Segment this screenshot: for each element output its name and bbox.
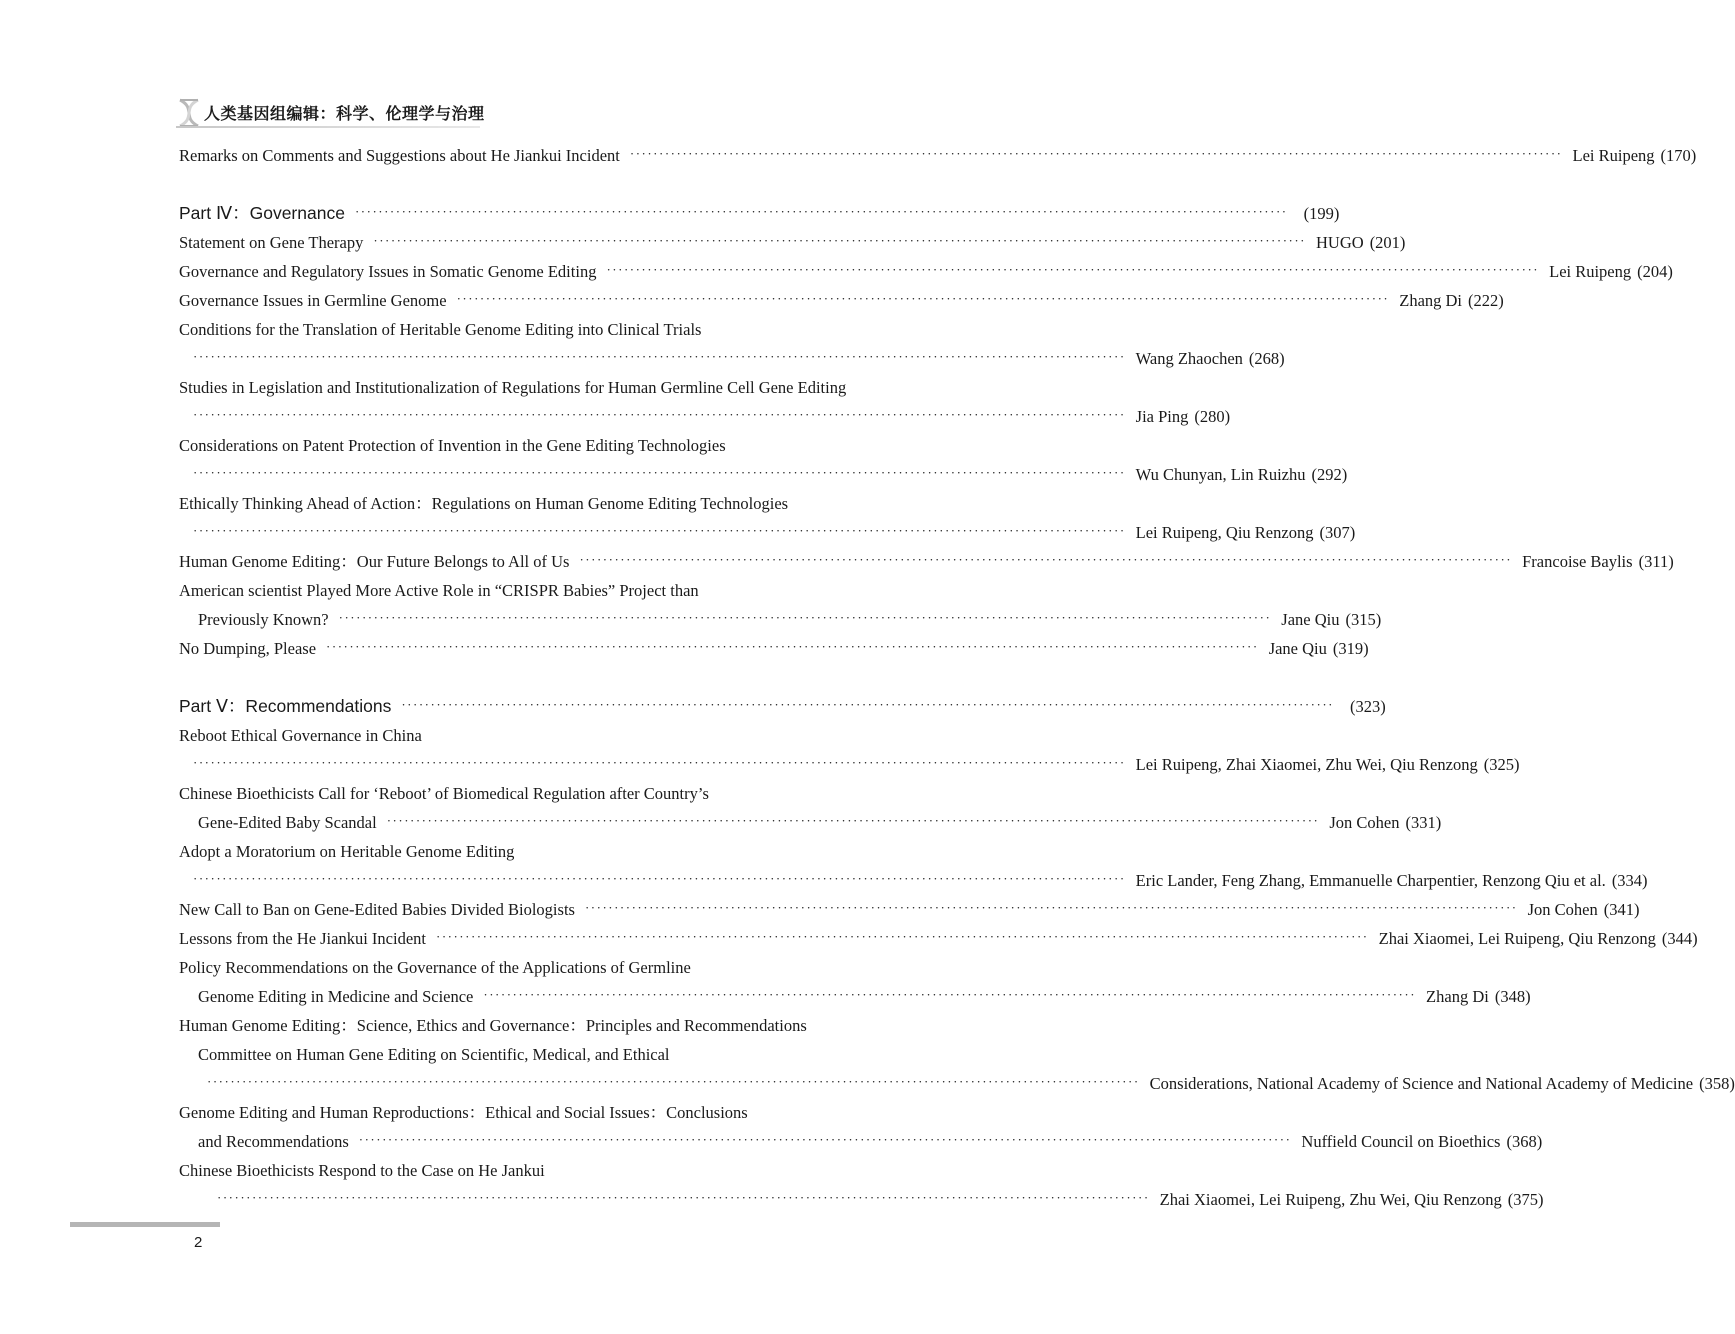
toc-part-heading[interactable]	[179, 199, 1340, 228]
entry-title: Conditions for the Translation of Heritable Genome Editing into Clinical Trials	[179, 320, 702, 339]
entry-page-number: (311)	[1638, 552, 1674, 571]
entry-page-number: (334)	[1611, 871, 1648, 890]
dot-leader: ································································································································································	[193, 871, 1126, 886]
dna-helix-icon	[176, 98, 202, 128]
toc-entry[interactable]	[179, 576, 932, 605]
entry-title: Remarks on Comments and Suggestions about He Jiankui Incident	[179, 146, 620, 165]
toc-entry[interactable]	[179, 547, 1674, 576]
toc-entry[interactable]	[179, 779, 932, 808]
dot-leader: ································································································································································	[354, 204, 1288, 219]
toc-entry[interactable]	[179, 1098, 932, 1127]
toc-entry[interactable]	[179, 518, 1356, 547]
dot-leader: ································································································································································	[217, 1190, 1150, 1205]
toc-entry[interactable]	[179, 228, 1406, 257]
entry-author: Jia Ping	[1135, 407, 1189, 426]
entry-page-number: (375)	[1507, 1190, 1544, 1209]
toc-part-heading[interactable]	[179, 692, 1386, 721]
entry-author: Zhang Di	[1426, 987, 1489, 1006]
toc-entry[interactable]	[179, 373, 932, 402]
entry-page-number: (222)	[1468, 291, 1504, 310]
dot-leader: ································································································································································	[386, 813, 1320, 828]
dot-leader: ································································································································································	[193, 523, 1126, 538]
entry-title: Governance Issues in Germline Genome	[179, 291, 447, 310]
toc-entry[interactable]	[179, 1156, 932, 1185]
toc-entry[interactable]	[179, 286, 1504, 315]
entry-title: Human Genome Editing：Science, Ethics and Governance：Principles and Recommendations	[179, 1016, 807, 1035]
dot-leader: ································································································································································	[401, 697, 1334, 712]
entry-title: Governance and Regulatory Issues in Somatic Genome Editing	[179, 262, 597, 281]
entry-title: No Dumping, Please	[179, 639, 317, 658]
dot-leader: ································································································································································	[326, 639, 1259, 654]
dot-leader: ································································································································································	[193, 349, 1126, 364]
entry-title: Studies in Legislation and Institutionalization of Regulations for Human Germline Cell Gene Editing	[179, 378, 847, 397]
entry-title: Committee on Human Gene Editing on Scientific, Medical, and Ethical	[198, 1045, 670, 1064]
toc-entry[interactable]	[179, 257, 1673, 286]
entry-author: Wang Zhaochen	[1135, 349, 1243, 368]
dot-leader: ································································································································································	[373, 233, 1307, 248]
dot-leader: ································································································································································	[193, 407, 1126, 422]
toc-entry[interactable]	[179, 953, 932, 982]
entry-title: Chinese Bioethicists Call for ‘Reboot’ of Biomedical Regulation after Country’s	[179, 784, 709, 803]
entry-page-number: (307)	[1319, 523, 1356, 542]
entry-page-number: (170)	[1660, 146, 1697, 165]
entry-author: Jane Qiu	[1268, 639, 1327, 658]
toc-entry[interactable]	[179, 1069, 1735, 1098]
entry-title: Genome Editing and Human Reproductions：Ethical and Social Issues：Conclusions	[179, 1103, 748, 1122]
entry-page-number: (341)	[1603, 900, 1640, 919]
entry-author: Zhai Xiaomei, Lei Ruipeng, Zhu Wei, Qiu Renzong	[1159, 1190, 1502, 1209]
entry-page-number: (292)	[1311, 465, 1348, 484]
toc-entry[interactable]	[179, 1040, 932, 1069]
entry-author: Zhang Di	[1399, 291, 1463, 310]
entry-page-number: (199)	[1303, 204, 1340, 223]
entry-page-number: (268)	[1248, 349, 1285, 368]
entry-page-number: (348)	[1494, 987, 1531, 1006]
entry-title: Policy Recommendations on the Governance of the Applications of Germline	[179, 958, 691, 977]
dot-leader: ································································································································································	[193, 755, 1126, 770]
dot-leader: ································································································································································	[358, 1132, 1292, 1147]
entry-page-number: (325)	[1483, 755, 1520, 774]
entry-author: Lei Ruipeng	[1572, 146, 1655, 165]
entry-page-number: (323)	[1350, 697, 1386, 716]
running-header-title: 人类基因组编辑：科学、伦理学与治理	[204, 104, 485, 123]
part-title: Part Ⅳ：Governance	[179, 203, 345, 223]
dot-leader: ································································································································································	[483, 987, 1417, 1002]
toc-entry[interactable]	[179, 460, 1348, 489]
toc-entry[interactable]	[179, 895, 1640, 924]
dot-leader: ································································································································································	[193, 465, 1126, 480]
entry-author: Zhai Xiaomei, Lei Ruipeng, Qiu Renzong	[1378, 929, 1656, 948]
dot-leader: ································································································································································	[435, 929, 1369, 944]
entry-page-number: (331)	[1405, 813, 1442, 832]
entry-title: New Call to Ban on Gene-Edited Babies Divided Biologists	[179, 900, 575, 919]
dot-leader: ································································································································································	[606, 262, 1540, 277]
toc-entry[interactable]	[179, 489, 932, 518]
page-number: 2	[194, 1234, 203, 1251]
entry-author: Nuffield Council on Bioethics	[1301, 1132, 1501, 1151]
entry-author: HUGO	[1316, 233, 1364, 252]
entry-author: Francoise Baylis	[1522, 552, 1633, 571]
toc-entry[interactable]	[179, 605, 1382, 634]
entry-author: Wu Chunyan, Lin Ruizhu	[1135, 465, 1306, 484]
entry-author: Jon Cohen	[1329, 813, 1400, 832]
entry-title: Chinese Bioethicists Respond to the Case on He Jankui	[179, 1161, 545, 1180]
entry-page-number: (368)	[1506, 1132, 1543, 1151]
entry-title: Gene-Edited Baby Scandal	[198, 813, 377, 832]
toc-entry[interactable]	[179, 141, 1697, 170]
entry-author: Eric Lander, Feng Zhang, Emmanuelle Charpentier, Renzong Qiu et al.	[1135, 871, 1606, 890]
toc-entry[interactable]	[179, 721, 932, 750]
entry-author: Jon Cohen	[1527, 900, 1598, 919]
toc-entry[interactable]	[179, 866, 1648, 895]
entry-title: Reboot Ethical Governance in China	[179, 726, 422, 745]
entry-page-number: (344)	[1661, 929, 1698, 948]
table-of-contents	[179, 141, 1735, 1214]
toc-entry[interactable]	[179, 1127, 1543, 1156]
entry-page-number: (204)	[1637, 262, 1673, 281]
entry-author: Lei Ruipeng, Qiu Renzong	[1135, 523, 1314, 542]
entry-title: Statement on Gene Therapy	[179, 233, 364, 252]
toc-entry[interactable]	[179, 315, 932, 344]
dot-leader: ································································································································································	[584, 900, 1518, 915]
toc-entry[interactable]	[179, 344, 1285, 373]
entry-title: Ethically Thinking Ahead of Action：Regulations on Human Genome Editing Technologies	[179, 494, 789, 513]
toc-entry[interactable]	[179, 1185, 1544, 1214]
entry-author: Considerations, National Academy of Science and National Academy of Medicine	[1149, 1074, 1694, 1093]
entry-title: Considerations on Patent Protection of Invention in the Gene Editing Technologies	[179, 436, 726, 455]
running-header	[176, 94, 486, 128]
entry-title: Adopt a Moratorium on Heritable Genome Editing	[179, 842, 515, 861]
toc-entry[interactable]	[179, 634, 1369, 663]
entry-author: Lei Ruipeng	[1549, 262, 1632, 281]
toc-entry[interactable]	[179, 402, 1231, 431]
entry-author: Jane Qiu	[1281, 610, 1340, 629]
toc-entry[interactable]	[179, 924, 1698, 953]
dot-leader: ································································································································································	[456, 291, 1390, 306]
part-title: Part Ⅴ：Recommendations	[179, 696, 392, 716]
toc-entry[interactable]	[179, 808, 1442, 837]
entry-title: Genome Editing in Medicine and Science	[198, 987, 474, 1006]
entry-title: Previously Known?	[198, 610, 329, 629]
section-gap	[179, 170, 932, 199]
toc-entry[interactable]	[179, 837, 932, 866]
footer-rule	[70, 1222, 220, 1227]
dot-leader: ································································································································································	[579, 552, 1513, 567]
dot-leader: ································································································································································	[338, 610, 1272, 625]
toc-entry[interactable]	[179, 750, 1520, 779]
entry-page-number: (358)	[1699, 1074, 1735, 1093]
toc-entry[interactable]	[179, 982, 1531, 1011]
toc-entry[interactable]	[179, 431, 932, 460]
entry-title: Human Genome Editing：Our Future Belongs to All of Us	[179, 552, 570, 571]
toc-entry[interactable]	[179, 1011, 932, 1040]
dot-leader: ································································································································································	[629, 146, 1563, 161]
entry-page-number: (315)	[1345, 610, 1382, 629]
dot-leader: ································································································································································	[207, 1074, 1140, 1089]
entry-page-number: (319)	[1332, 639, 1369, 658]
entry-title: Lessons from the He Jiankui Incident	[179, 929, 426, 948]
entry-page-number: (201)	[1369, 233, 1406, 252]
entry-title: and Recommendations	[198, 1132, 349, 1151]
entry-title: American scientist Played More Active Role in “CRISPR Babies” Project than	[179, 581, 699, 600]
entry-page-number: (280)	[1194, 407, 1231, 426]
section-gap	[179, 663, 932, 692]
entry-author: Lei Ruipeng, Zhai Xiaomei, Zhu Wei, Qiu Renzong	[1135, 755, 1478, 774]
header-rule	[176, 126, 480, 128]
